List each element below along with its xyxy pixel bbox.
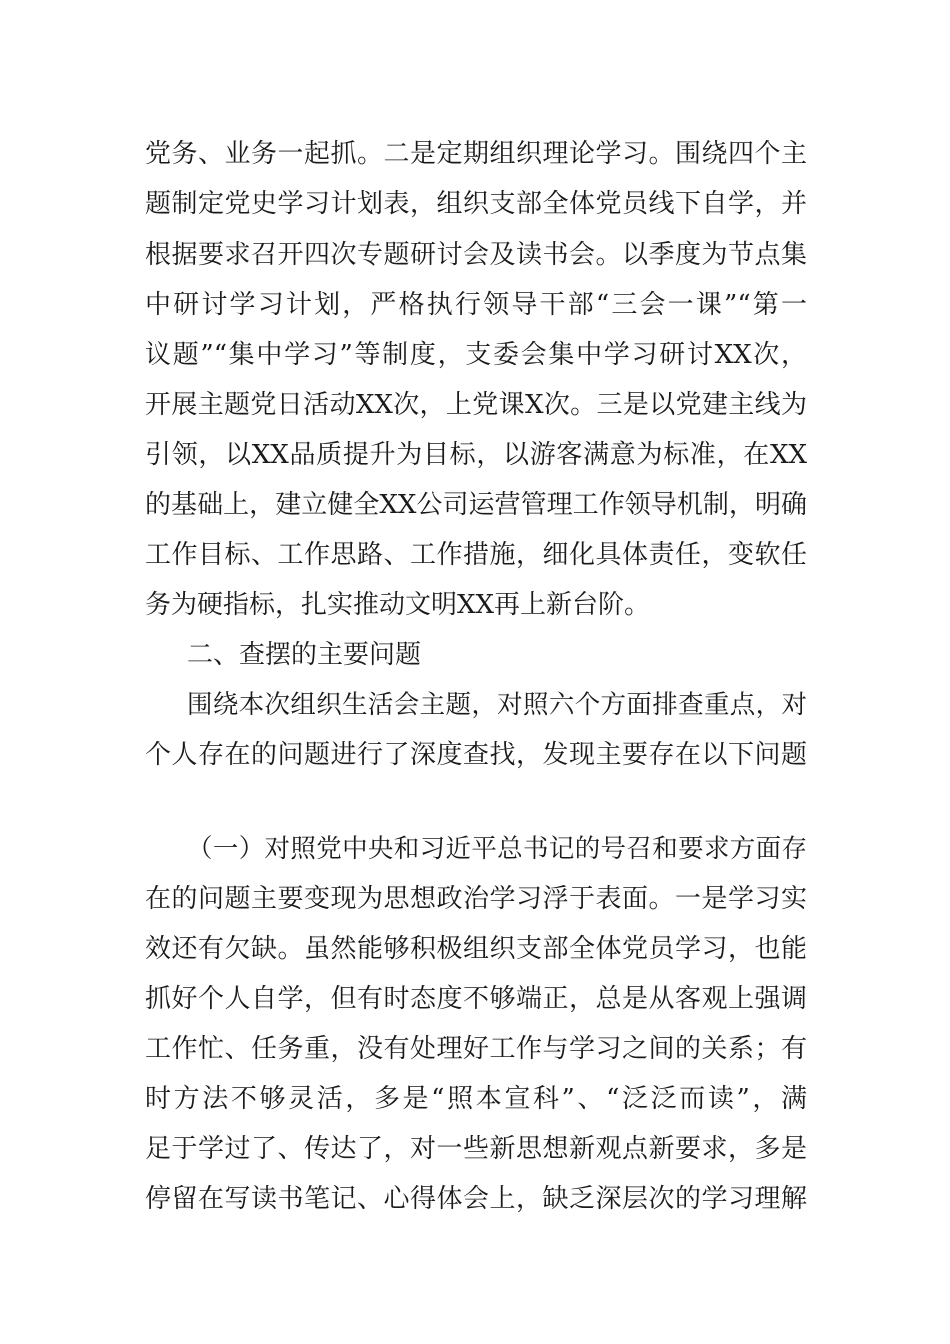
- text-line: 党务、业务一起抓。二是定期组织理论学习。围绕四个主: [145, 139, 807, 169]
- text-line: 时方法不够灵活，多是“照本宣科”、“泛泛而读”，满: [145, 1084, 807, 1114]
- text-line: 足于学过了、传达了，对一些新思想新观点新要求，多是: [145, 1134, 807, 1164]
- text-line: 个人存在的问题进行了深度查找，发现主要存在以下问题: [145, 740, 807, 770]
- text-line: 效还有欠缺。虽然能够积极组织支部全体党员学习，也能: [145, 934, 807, 964]
- text-line: 围绕本次组织生活会主题，对照六个方面排查重点，对: [187, 690, 807, 720]
- text-line: 工作目标、工作思路、工作措施，细化具体责任，变软任: [145, 540, 807, 570]
- text-line: 工作忙、任务重，没有处理好工作与学习之间的关系；有: [145, 1034, 807, 1064]
- text-line: 议题”“集中学习”等制度，支委会集中学习研讨XX次，: [145, 340, 807, 370]
- text-line: 的基础上，建立健全XX公司运营管理工作领导机制，明确: [145, 490, 807, 520]
- text-line: 抓好个人自学，但有时态度不够端正，总是从客观上强调: [145, 984, 807, 1014]
- text-line: 开展主题党日活动XX次，上党课X次。三是以党建主线为: [145, 390, 807, 420]
- text-line: 引领，以XX品质提升为目标，以游客满意为标准，在XX: [145, 440, 807, 470]
- text-line: 中研讨学习计划，严格执行领导干部“三会一课”“第一: [145, 290, 807, 320]
- text-line: 停留在写读书笔记、心得体会上，缺乏深层次的学习理解: [145, 1184, 807, 1214]
- text-line: 务为硬指标，扎实推动文明XX再上新台阶。: [145, 590, 651, 620]
- text-line: 根据要求召开四次专题研讨会及读书会。以季度为节点集: [145, 240, 807, 270]
- text-line: 题制定党史学习计划表，组织支部全体党员线下自学，并: [145, 189, 807, 219]
- text-line: 在的问题主要变现为思想政治学习浮于表面。一是学习实: [145, 884, 807, 914]
- subsection-heading: （一）对照党中央和习近平总书记的号召和要求方面存: [187, 834, 807, 864]
- section-heading: 二、查摆的主要问题: [187, 640, 422, 670]
